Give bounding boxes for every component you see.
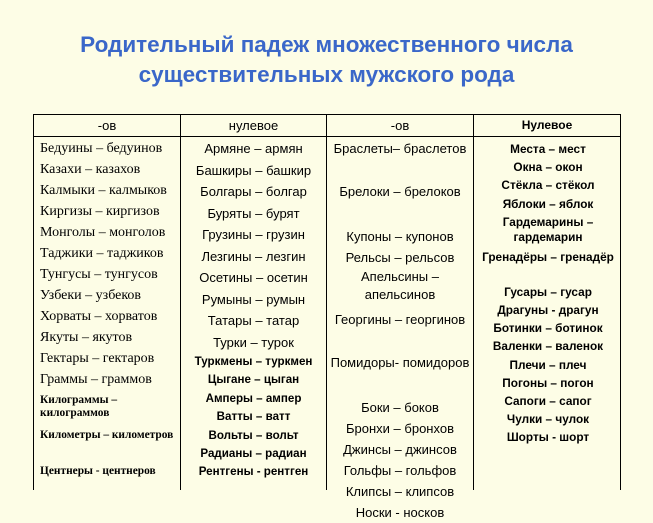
page-title bbox=[0, 30, 653, 90]
header-ov-1: -ов bbox=[97, 118, 117, 133]
column-zero-1 bbox=[182, 138, 325, 482]
table-cell: Клипсы – клипсов bbox=[345, 484, 455, 499]
table-cell: Узбеки – узбеков bbox=[40, 288, 142, 303]
table-cell: Калмыки – калмыков bbox=[40, 183, 167, 198]
table-cell: Граммы – граммов bbox=[40, 372, 152, 387]
table-cell: Башкиры – башкир bbox=[195, 162, 312, 178]
table-cell: Гардемарины – гардемарин bbox=[502, 214, 594, 244]
table-cell: Погоны – погон bbox=[502, 375, 594, 390]
table-cell: Бедуины – бедуинов bbox=[40, 141, 163, 156]
table-cell: Радианы – радиан bbox=[200, 446, 307, 460]
header-zero-1: нулевое bbox=[228, 118, 279, 133]
table-cell: Цыгане – цыган bbox=[207, 373, 300, 387]
table-cell: Ватты – ватт bbox=[216, 410, 291, 424]
table-cell: Места – мест bbox=[510, 142, 586, 156]
table-cell: Ботинки – ботинок bbox=[493, 321, 603, 336]
table-cell: Буряты – бурят bbox=[207, 205, 300, 221]
noun-table bbox=[33, 114, 621, 520]
table-cell: Килограммы – килограммов bbox=[40, 394, 118, 419]
table-cell: Гусары – гусар bbox=[504, 284, 592, 299]
header-zero-2: Нулевое bbox=[521, 118, 573, 132]
table-cell: Гектары – гектаров bbox=[40, 351, 155, 366]
table-cell: Валенки – валенок bbox=[492, 339, 604, 354]
table-cell: Таджики – таджиков bbox=[40, 246, 164, 261]
table-header-row bbox=[34, 115, 620, 137]
table-cell: Браслеты– браслетов bbox=[333, 141, 467, 156]
table-cell: Джинсы – джинсов bbox=[343, 442, 457, 457]
table-cell: Купоны – купонов bbox=[346, 229, 454, 244]
table-cell: Болгары – болгар bbox=[200, 184, 307, 199]
column-ov-1 bbox=[40, 138, 180, 484]
table-cell: Окна – окон bbox=[513, 160, 583, 175]
table-cell: Апельсины – апельсинов bbox=[361, 269, 439, 302]
table-cell: Армяне – армян bbox=[204, 141, 303, 156]
table-cell: Рентгены - рентген bbox=[198, 465, 309, 479]
table-cell: Осетины – осетин bbox=[199, 270, 308, 285]
table-cell: Татары – татар bbox=[207, 313, 300, 328]
table-cell: Плечи – плеч bbox=[509, 357, 587, 372]
table-cell: Гольфы – гольфов bbox=[343, 463, 457, 478]
table-cell: Драгуны - драгун bbox=[497, 302, 599, 317]
table-cell: Носки - носков bbox=[355, 505, 445, 520]
table-cell: Туркмены – туркмен bbox=[194, 355, 313, 368]
column-ov-2 bbox=[327, 140, 473, 523]
table-cell: Яблоки – яблок bbox=[502, 196, 594, 211]
table-cell: Тунгусы – тунгусов bbox=[40, 267, 158, 282]
table-cell: Грузины – грузин bbox=[202, 227, 305, 242]
table-cell: Центнеры - центнеров bbox=[40, 465, 156, 477]
column-divider bbox=[180, 115, 181, 490]
table-cell: Лезгины – лезгин bbox=[201, 248, 306, 264]
table-cell: Шорты - шорт bbox=[506, 430, 590, 445]
table-cell: Километры – километров bbox=[40, 429, 174, 441]
column-divider bbox=[473, 115, 474, 490]
table-cell: Рельсы – рельсов bbox=[345, 250, 455, 265]
table-cell: Хорваты – хорватов bbox=[40, 309, 158, 324]
table-cell: Турки – турок bbox=[213, 334, 294, 350]
table-cell: Чулки – чулок bbox=[506, 412, 590, 427]
table-cell: Якуты – якутов bbox=[40, 330, 133, 345]
table-cell: Сапоги – сапог bbox=[504, 393, 592, 408]
table-cell: Бронхи – бронхов bbox=[346, 421, 454, 436]
table-cell: Казахи – казахов bbox=[40, 162, 141, 177]
table-cell: Гренадёры – гренадёр bbox=[482, 249, 614, 264]
table-cell: Георгины – георгинов bbox=[334, 312, 466, 327]
table-cell: Монголы – монголов bbox=[40, 225, 166, 240]
table-cell: Помидоры- помидоров bbox=[330, 355, 470, 370]
header-ov-2: -ов bbox=[390, 118, 410, 133]
table-cell: Боки – боков bbox=[361, 400, 439, 415]
title-line-1: Родительный падеж множественного числа bbox=[80, 32, 573, 57]
table-cell: Брелоки – брелоков bbox=[339, 184, 461, 199]
table-cell: Вольты – вольт bbox=[208, 428, 299, 442]
column-zero-2 bbox=[475, 140, 621, 446]
table-cell: Киргизы – киргизов bbox=[40, 204, 160, 219]
table-cell: Стёкла – стёкол bbox=[501, 178, 595, 193]
title-line-2: существительных мужского рода bbox=[138, 62, 515, 87]
table-cell: Амперы – ампер bbox=[205, 391, 302, 405]
table-cell: Румыны – румын bbox=[201, 291, 306, 307]
